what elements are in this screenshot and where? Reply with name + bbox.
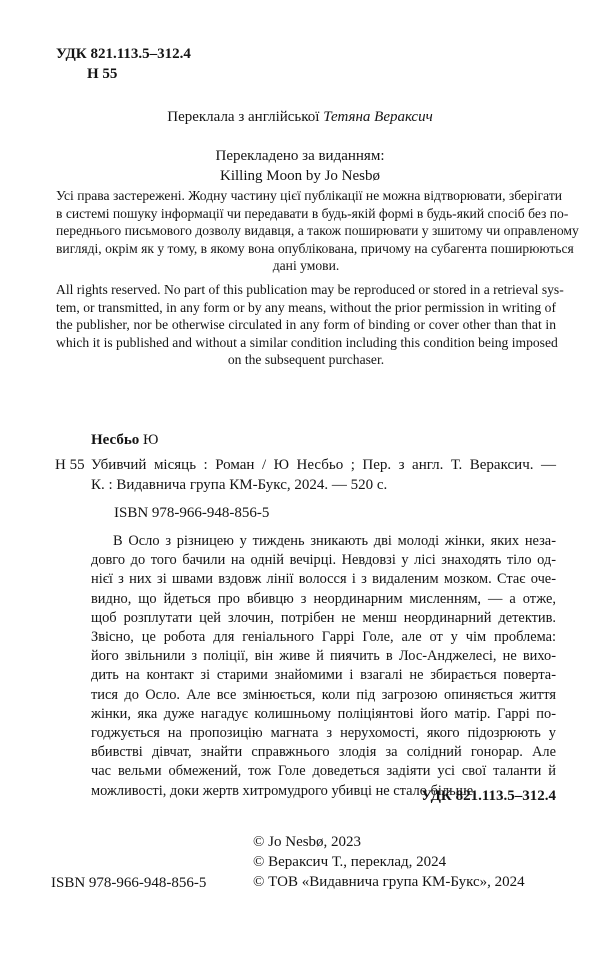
text-line: його звільнили з поліції, він живе й пиячить в Лос-Анджелесі, не вихо- [91,648,556,665]
text-line: щоб розплутати цей злочин, потрібен не менш неординарний детектив. [91,609,556,626]
text-line: К. : Видавнича група КМ-Букс, 2024. — 520 с. [91,477,388,493]
text-line: tem, or transmitted, in any form or by any means, without the prior permission in writing of [56,299,556,315]
catalog-isbn: ISBN 978-966-948-856-5 [114,505,270,521]
text-line: тися до Осло. Але все змінюється, коли під загрозою опиняється життя [91,686,556,703]
text-line: on the subsequent purchaser. [227,352,385,368]
udk-code: УДК 821.113.5–312.4 [56,46,191,62]
catalog-code: Н 55 [55,457,85,473]
text-line: видно, що йдеться про вбивцю з неординарним мисленням, — а отже, [91,590,556,607]
text-line: Звісно, це робота для геніального Гаррі Голе, але от у чім проблема: [91,629,556,646]
original-label: Перекладено за виданням: [215,148,385,164]
text-line: Усі права застережені. Жодну частину цієї публікації не можна відтворювати, зберігати [56,188,563,203]
text-line: жінки, яка дуже нагадує колишньому поліціянтові його матір. Гаррі по- [91,705,556,722]
text-line: В Осло з різницею у тиждень зникають дві молоді жінки, яких неза- [113,533,556,549]
rights-notice-english [56,281,564,369]
catalog-author [91,430,158,450]
text-line: All rights reserved. No part of this publication may be reproduced or stored in a retrieval sys- [56,282,564,297]
text-line: which it is published and without a similar condition including this condition being imposed [56,334,558,350]
translator-prefix: Переклала з англійської [167,109,320,125]
text-line: вигляді, окрім як у тому, в якому вона опублікована, причому на субагента поширюються [56,240,574,256]
text-line: можливості, доки жертв хитромудрого убивці не стало більше. [91,782,477,799]
author-surname: Несбьо [91,432,140,448]
udk-header [56,44,191,84]
translator-credit [0,107,600,127]
text-line: в системі пошуку інформації чи передавати в будь-якій формі в будь-який спосіб без по- [56,205,569,221]
catalog-description [91,455,556,495]
author-index: Н 55 [87,66,118,82]
rights-notice-ukrainian [56,187,579,275]
author-initial: Ю [139,432,159,448]
copyright-line: © Jo Nesbø, 2023 [253,834,362,850]
original-edition [0,146,600,186]
text-line: дить на контакт зі старими знайомими і взагалі не збирається поверта- [91,667,556,684]
udk-footer: УДК 821.113.5–312.4 [421,788,556,804]
original-title: Killing Moon by Jo Nesbø [219,168,380,184]
translator-name: Тетяна Вераксич [323,109,433,125]
copyright-block [253,832,525,892]
text-line: довго до того бачили на одній вечірці. Невдовзі у лісі знаходять тіло од- [91,552,556,569]
footer-isbn: ISBN 978-966-948-856-5 [51,875,207,891]
text-line: дані умови. [272,258,340,274]
copyright-line: © Вераксич Т., переклад, 2024 [253,854,447,870]
text-line: годжується на пропозицію магната з нерухомості, якого підозрюють у [91,725,556,742]
book-annotation [91,532,556,801]
text-line: нієї з них зі швами вздовж лінії волосся і з видаленим мозком. Стає оче- [91,571,556,588]
text-line: Убивчий місяць : Роман / Ю Несбьо ; Пер. з англ. Т. Вераксич. — [91,457,556,473]
text-line: вбивстві дівчат, знайти справжнього злодія за солідний гонорар. Але [91,744,556,761]
text-line: the publisher, nor be otherwise circulated in any form of binding or cover other than that in [56,317,556,333]
text-line: переднього письмового дозволу видавця, а також поширювати у зшитому чи оправленому [56,223,579,239]
text-line: час вельми обмежений, тож Голе доведеться задіяти усі свої таланти й [91,763,556,780]
copyright-line: © ТОВ «Видавнича група КМ-Букс», 2024 [253,874,525,890]
